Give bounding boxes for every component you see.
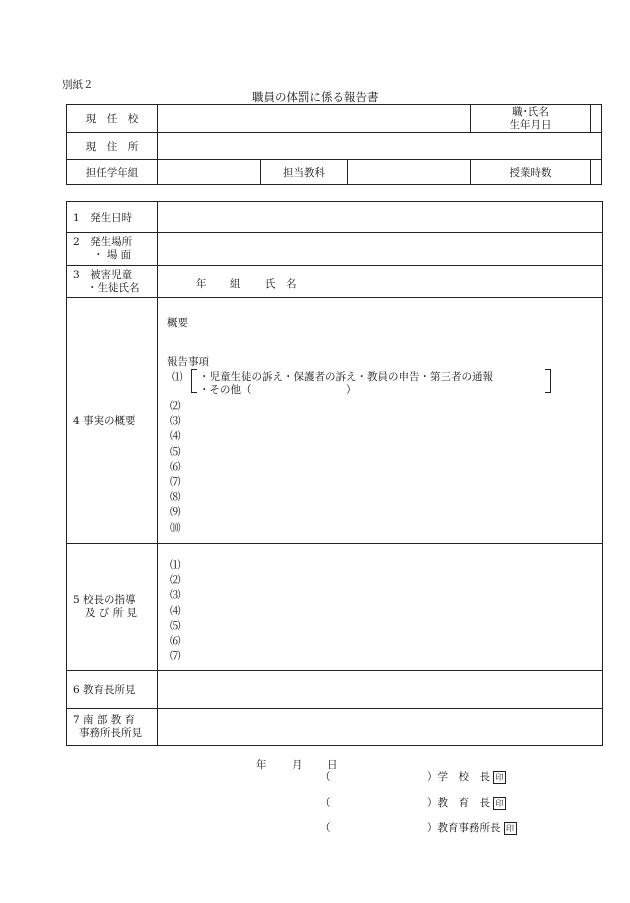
s5-item-list: [170, 558, 181, 664]
list-item: ⑼: [170, 506, 181, 519]
class-hours-value[interactable]: [591, 160, 602, 185]
birth-date-label: 生年月日: [509, 118, 552, 131]
open-paren: （: [320, 797, 331, 809]
date-day: 日: [327, 759, 338, 771]
homeroom-label: 担任学年組: [67, 160, 158, 185]
list-item: ⑹: [170, 635, 181, 648]
subject-label: 担当教科: [261, 160, 348, 185]
annex-label: 別紙２: [62, 79, 94, 91]
s3-value[interactable]: [158, 266, 603, 298]
signature-office-director: [320, 822, 331, 834]
position-birth-label: [471, 105, 591, 133]
s5-label-line1: 5 校長の指導: [73, 594, 136, 606]
homeroom-value[interactable]: [158, 160, 261, 185]
close-paren: ）: [427, 797, 438, 809]
list-item: ⑶: [170, 589, 181, 602]
list-item: ⑹: [170, 460, 181, 473]
list-item: ⑺: [170, 476, 181, 489]
current-address-label: 現 住 所: [67, 133, 158, 160]
s3-class: 組: [230, 278, 241, 290]
list-item: ⑴: [170, 559, 181, 571]
list-item: ⑶: [170, 415, 181, 428]
s4-item1-num: ⑴: [172, 371, 183, 383]
s4-summary: 概要: [167, 317, 188, 329]
close-paren: ）: [427, 771, 438, 783]
principal-label: 学 校 長: [437, 771, 490, 783]
s1-value[interactable]: [158, 202, 603, 233]
s4-label: 4 事実の概要: [67, 298, 158, 544]
s7-label-line2: 事務所長所見: [79, 727, 142, 739]
open-paren: （: [320, 771, 331, 783]
position-birth-value[interactable]: [591, 105, 602, 133]
list-item: ⑻: [170, 491, 181, 504]
list-item: ⑽: [170, 521, 181, 534]
current-school-label: 現 任 校: [67, 105, 158, 133]
date-year: 年: [256, 759, 267, 771]
s3-name: 氏 名: [265, 278, 297, 290]
s2-label: [67, 233, 158, 266]
list-item: ⑵: [170, 574, 181, 587]
subject-value[interactable]: [348, 160, 471, 185]
superintendent-label: 教 育 長: [437, 797, 490, 809]
s3-label: [67, 266, 158, 298]
open-paren: （: [320, 822, 331, 834]
s5-label: [67, 544, 158, 671]
s7-value[interactable]: [158, 709, 603, 746]
signature-principal: [320, 771, 331, 783]
office-director-line: [427, 822, 517, 835]
superintendent-line: [427, 797, 506, 810]
s6-label: 6 教育長所見: [67, 671, 158, 709]
current-address-value[interactable]: [158, 133, 602, 160]
close-paren: ）: [427, 822, 438, 834]
seal-icon: 印: [493, 797, 506, 810]
s5-label-line2: 及 び 所 見: [85, 607, 138, 619]
seal-icon: 印: [493, 771, 506, 784]
s7-label: [67, 709, 158, 746]
s4-value[interactable]: [158, 298, 603, 544]
header-table: [66, 104, 602, 185]
page-title: 職員の体罰に係る報告書: [252, 90, 379, 104]
s4-item-list: [170, 399, 181, 536]
s4-report-items: 報告事項: [167, 356, 209, 368]
principal-line: [427, 771, 506, 784]
s2-value[interactable]: [158, 233, 603, 266]
seal-icon: 印: [504, 822, 517, 835]
s3-year: 年: [196, 278, 207, 290]
s4-item1-line1: ・児童生徒の訴え・保護者の訴え・教員の申告・第三者の通報: [199, 371, 493, 383]
s5-value[interactable]: [158, 544, 603, 671]
signature-superintendent: [320, 797, 331, 809]
s3-label-line1: 3 被害児童: [73, 268, 133, 281]
bracket-left: [191, 369, 197, 393]
s7-label-line1: 7 南 部 教 育: [73, 714, 136, 726]
s1-label: 1 発生日時: [67, 202, 158, 233]
s4-item1-line2: ・その他（ ）: [199, 384, 357, 396]
current-school-value[interactable]: [158, 105, 471, 133]
date-month: 月: [292, 759, 303, 771]
list-item: ⑵: [170, 400, 181, 412]
s6-value[interactable]: [158, 671, 603, 709]
s2-label-line2: ・ 場 面: [93, 249, 132, 261]
list-item: ⑷: [170, 430, 181, 443]
position-name-label: 職･氏名: [512, 105, 549, 118]
list-item: ⑸: [170, 445, 181, 458]
main-table: [66, 201, 603, 746]
list-item: ⑸: [170, 619, 181, 632]
bracket-right: [545, 369, 551, 393]
list-item: ⑷: [170, 604, 181, 617]
list-item: ⑺: [170, 650, 181, 663]
class-hours-label: 授業時数: [471, 160, 591, 185]
office-director-label: 教育事務所長: [437, 822, 501, 834]
s3-label-line2: ・生徒氏名: [87, 281, 140, 294]
s2-label-line1: 2 発生場所: [73, 236, 133, 248]
